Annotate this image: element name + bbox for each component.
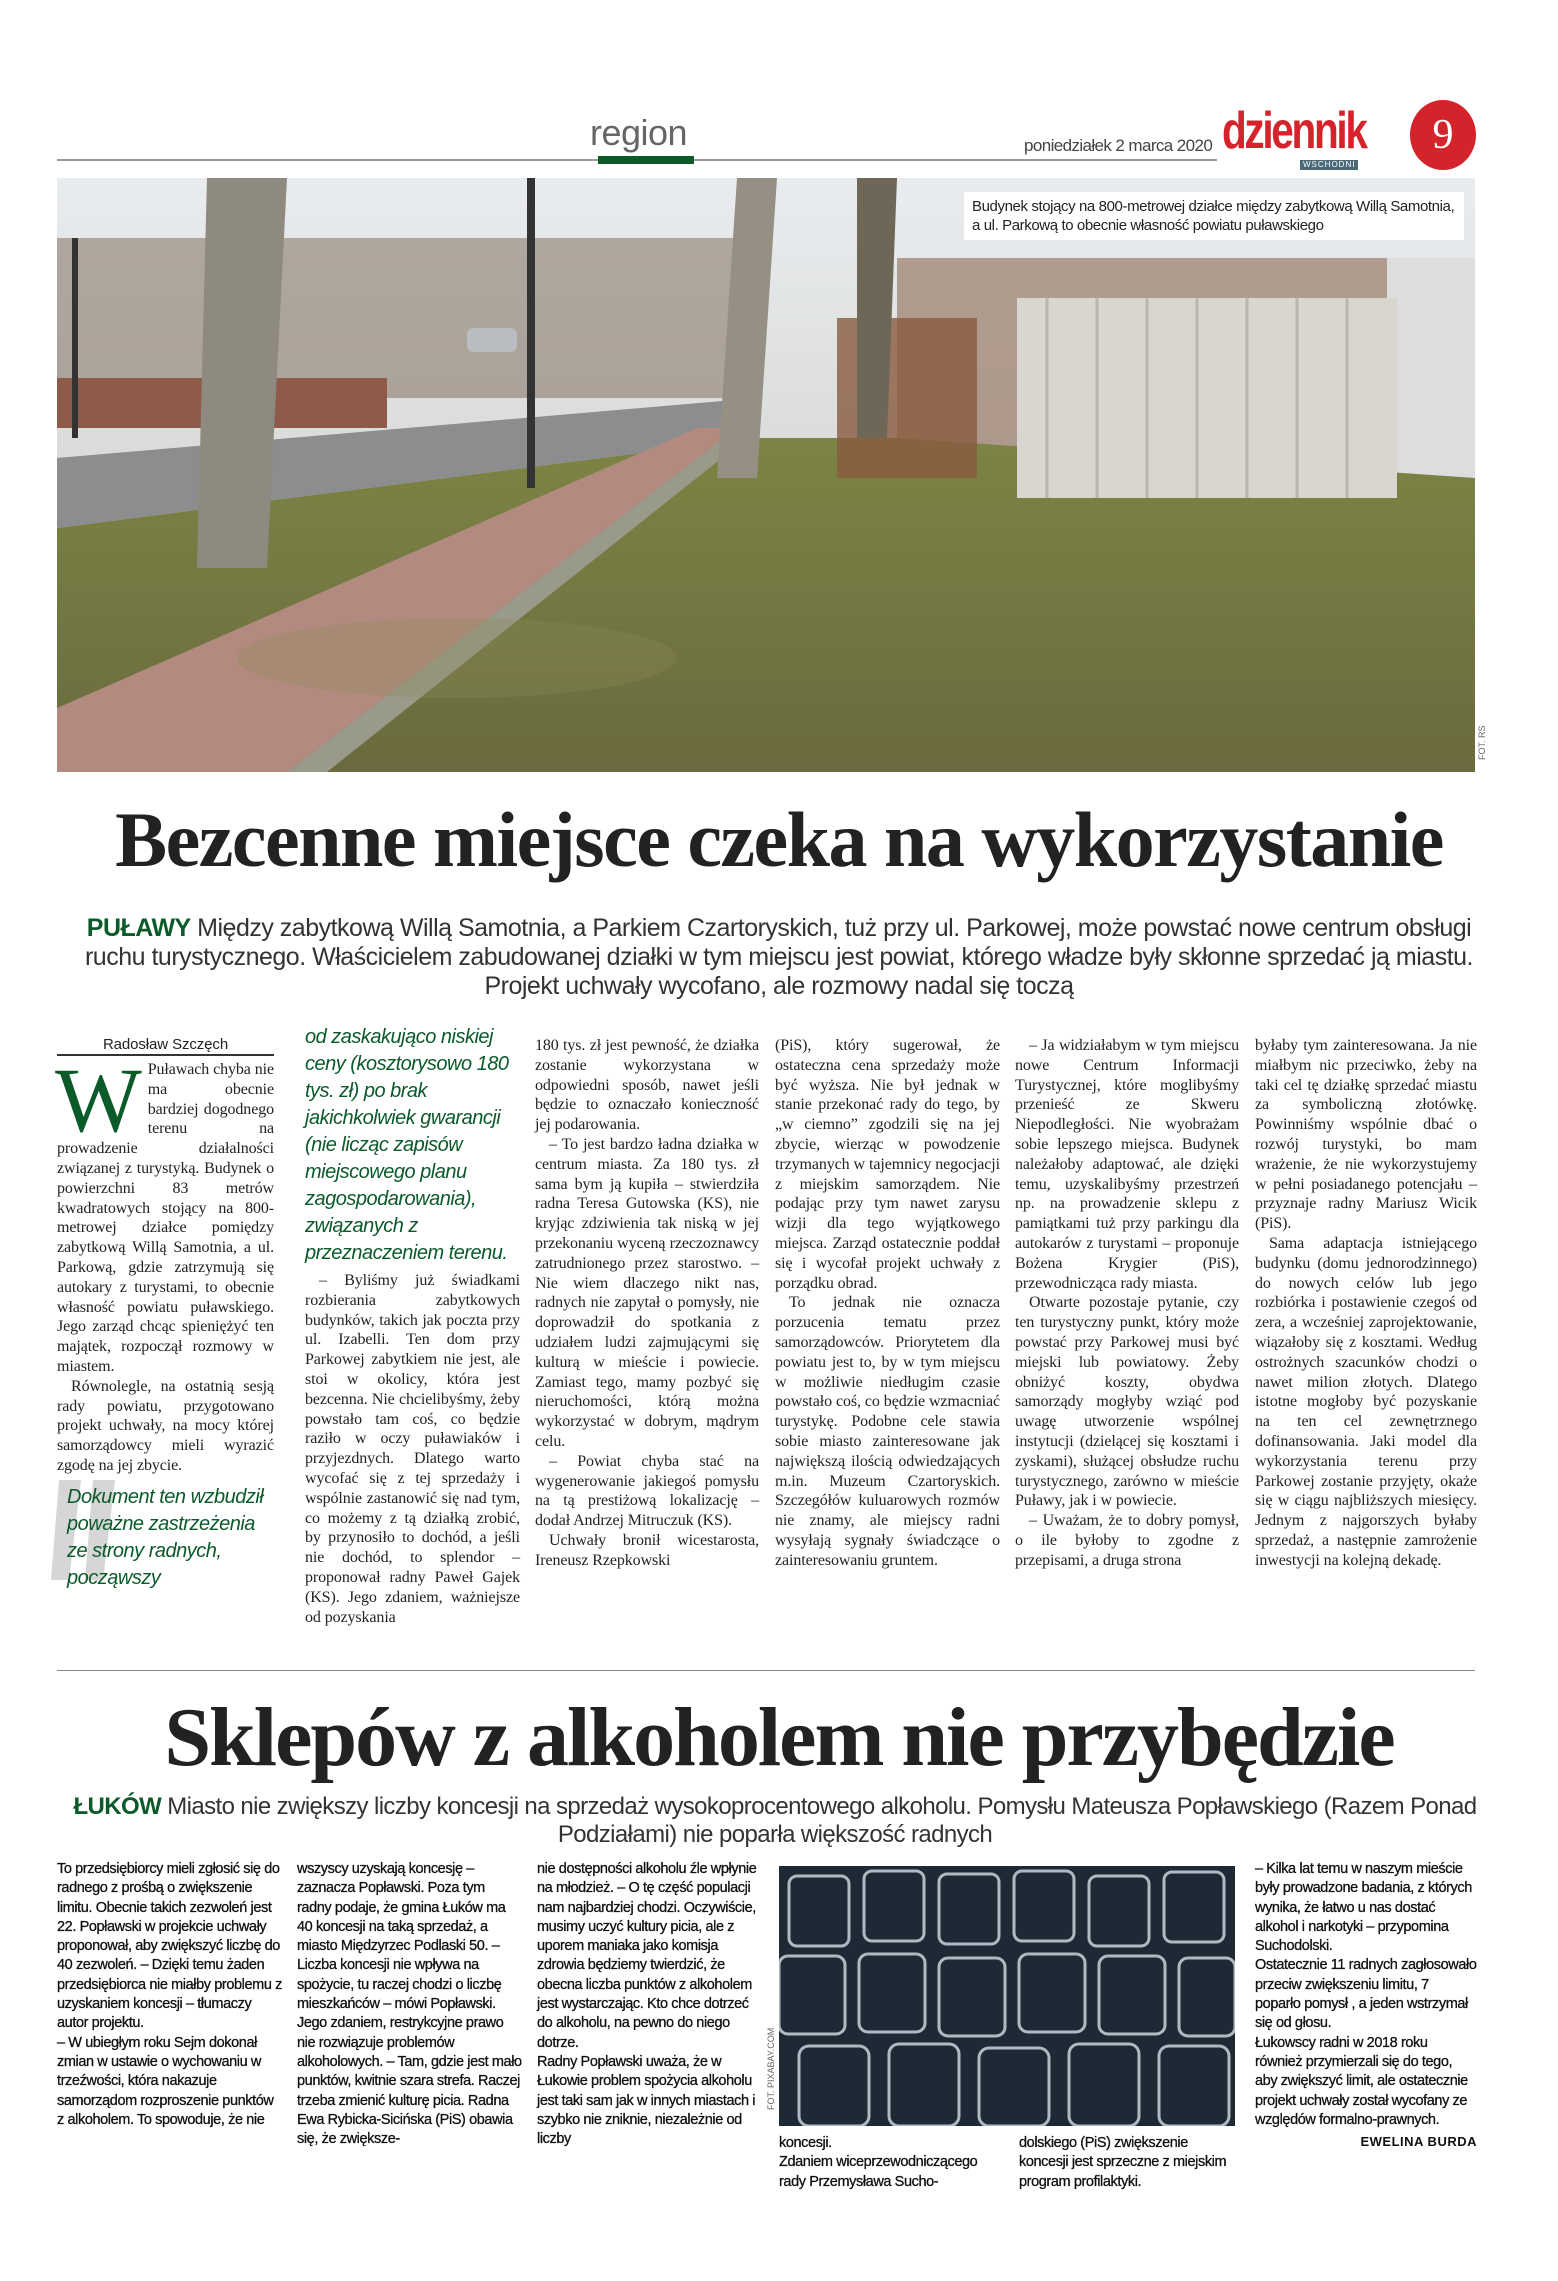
article2-column-5 (1019, 2134, 1239, 2192)
pull-quote (57, 1484, 274, 1592)
paragraph: Równolegle, na ostatnią sesją rady powiatu, przygotowano projekt uchwały, na mocy której samorządowcy mieli wyrazić zgodę na jej zbycie. (57, 1377, 274, 1474)
photo-caption: Budynek stojący na 800-metrowej działce między zabytkową Willą Samotnia, a ul. Parkową to obecnie własność powiatu puławskiego (964, 192, 1464, 240)
park-photo-illustration (57, 178, 1475, 772)
lead-location: PUŁAWY (86, 914, 191, 942)
issue-date: poniedziałek 2 marca 2020 (1024, 136, 1213, 155)
paragraph: Ostatecznie 11 radnych zagłosowało przeciw zwiększeniu limitu, 7 poparło pomysł , a jeden wstrzymał się od głosu. (1255, 1957, 1477, 2032)
byline: Radosław Szczęch (57, 1036, 274, 1056)
article-lead (70, 914, 1488, 1001)
paragraph: To przedsiębiorcy mieli zgłosić się do radnego z prośbą o zwiększenie limitu. Obecnie takich zezwoleń jest 22. Popławski w projekcie uchwały proponował, aby zwiększyć liczbę do 40 zezwoleń. – Dzięki temu żaden przedsiębiorca nie miałby problemu z uzyskaniem koncesji – tłumaczy autor projektu. (57, 1861, 282, 2032)
pull-quote-continued (305, 1024, 520, 1267)
article2-column-4 (779, 2134, 999, 2192)
paragraph: Otwarte pozostaje pytanie, czy ten turystyczny punkt, który może powstać przy Parkowej musi być miejski lub powiatowy. Żeby obniżyć koszty, obydwa samorządy mogłyby wziąć pod uwagę utworzenie wspólnej instytucji (dzielącej się kosztami i zyskami), służącej obsłudze ruchu turystycznego, zarówno w mieście Puławy, jak i w powiecie. (1015, 1294, 1239, 1510)
section-accent-bar (598, 156, 694, 164)
article-column-4 (775, 1036, 1000, 1571)
paragraph: Puławach chyba nie ma obecnie bardziej dogodnego terenu na prowadzenie działalności związanej z turystyką. Budynek o powierzchni 83 metrów kwadratowych stojący na 800-metrowej działce pomiędzy zabytkową Willą Samotnia, a ul. Parkową, gdzie zatrzymują się autokary z turystami, to obecnie własność powiatu puławskiego. Jego zarząd chcąc spieniężyć ten majątek, rozpoczął rozmowy w miastem. (57, 1061, 274, 1375)
lead-location: ŁUKÓW (73, 1793, 162, 1820)
lead-text: Miasto nie zwiększy liczby koncesji na sprzedaż wysokoprocentowego alkoholu. Pomysłu Mateusza Popławskiego (Razem Ponad Podziałami) nie poparła większość radnych (167, 1793, 1477, 1848)
newspaper-logo: dziennik (1222, 102, 1366, 160)
article2-column-3 (537, 1860, 757, 2149)
article2-column-1 (57, 1860, 282, 2130)
glasses-illustration (779, 1866, 1235, 2126)
pull-quote-text: Dokument ten wzbudził poważne zastrzeżenia ze strony radnych, począwszy (67, 1485, 264, 1589)
paragraph: – Ja widziałabym w tym miejscu nowe Centrum Informacji Turystycznej, które moglibyśmy przenieść ze Skweru Niepodległości. Nie wyobrażam sobie lepszego miejsca. Budynek należałoby adaptować, ale dzięki temu, uzyskalibyśmy przestrzeń np. na prowadzenie sklepu z pamiątkami tuż przy parkingu dla autokarów z turystami – proponuje Bożena Krygier (PiS), przewodnicząca rady miasta. (1015, 1037, 1239, 1292)
section-label: region (590, 112, 688, 153)
page-number: 9 (1410, 100, 1476, 170)
drop-cap: W (55, 1049, 142, 1151)
article-column-6 (1255, 1036, 1477, 1571)
article-headline: Bezcenne miejsce czeka na wykorzystanie (115, 796, 1443, 883)
paragraph: To jednak nie oznacza porzucenia tematu przez samorządowców. Priorytetem dla powiatu jest to, by w tym miejscu w możliwie niedługim czasie powstało coś, co będzie wzmacniać turystykę. Podobne cele stawia sobie miasto zainteresowane jak największą ilością odwiedzających m.in. Muzeum Czartoryskich. Szczegółów kuluarowych rozmów nie znamy, ale miejscy radni wysyłają sygnały świadczące o zainteresowaniu gruntem. (775, 1294, 1000, 1569)
article2-column-2 (297, 1860, 522, 2149)
photo-credit: FOT. PIXABAY.COM (766, 2027, 776, 2110)
paragraph: (PiS), który sugerował, że ostateczna cena sprzedaży może być wyższa. Nie był jednak w stanie przekonać rady do tego, by „w ciemno” zgodzili się na jej zbycie, wierząc w powodzenie trzymanych w tajemnicy negocjacji z miejskim samorządem. Nie podając przy tym nawet zarysu wizji dla tego wyjątkowego miejsca. Zarząd ostatecznie poddał się i wycofał projekt uchwały z porządku obrad. (775, 1037, 1000, 1292)
paragraph: dolskiego (PiS) zwiększenie koncesji jest sprzeczne z miejskim program profilaktyki. (1019, 2135, 1227, 2190)
paragraph: – Uważam, że to dobry pomysł, o ile byłoby to zgodne z przepisami, a druga strona (1015, 1512, 1239, 1569)
paragraph: – To jest bardzo ładna działka w centrum miasta. Za 180 tys. zł sama bym ją kupiła – stwierdziła radna Teresa Gutowska (KS), nie kryjąc zdziwienia tak niską w jej przekonaniu wyceną rzeczoznawcy zatrudnionego przez starostwo. – Nie wiem dlaczego nikt nas, radnych nie zapytał o pomysły, nie doprowadził do spotkania z udziałem ludzi zajmującymi się kulturą w mieście i powiecie. Zamiast tego, mamy pozbyć się nieruchomości, którą można wykorzystać w dobrym, mądrym celu. (535, 1135, 759, 1450)
paragraph: Uchwały bronił wicestarosta, Ireneusz Rzepkowski (535, 1531, 759, 1569)
photo-credit: FOT. RS (1477, 725, 1487, 760)
paragraph: 180 tys. zł jest pewność, że działka zostanie wykorzystana w odpowiedni sposób, nawet jeśli będzie to oznaczało konieczność jej podarowania. (535, 1037, 759, 1134)
paragraph: koncesji. (779, 2135, 832, 2151)
article-column-3 (535, 1036, 759, 1571)
paragraph: nie dostępności alkoholu źle wpłynie na młodzież. – O tę część populacji nam najbardziej chodzi. Oczywiście, musimy uczyć kultury picia, ale z uporem maniaka jako komisja zdrowia będziemy twierdzić, że obecna liczba punktów z alkoholem jest wystarczając. Kto chce dotrzeć do alkoholu, na pewno do niego dotrze. (537, 1861, 757, 2051)
paragraph: – Byliśmy już świadkami rozbierania zabytkowych budynków, takich jak poczta przy ul. Izabelli. Ten dom przy Parkowej zabytkiem nie jest, ale stoi w okolicy, która jest bezcenna. Nie chcielibyśmy, żeby powstało tam coś, co będzie raziło w oczy puławiaków i przyjezdnych. Dlatego warto wycofać się z tej sprzedaży i wspólnie zastanowić się nad tym, co możemy z tą działką zrobić, by przynosiło to dochód, a jeśli nie dochód, to splendor – proponował radny Paweł Gajek (KS). Jego zdaniem, ważniejsze od pozyskania (305, 1272, 520, 1626)
article-lead (60, 1793, 1490, 1849)
article2-column-6 (1255, 1860, 1477, 2151)
pull-quote-text: od zaskakująco niskiej ceny (kosztorysowo 180 tys. zł) po brak jakichkolwiek gwarancji (nie licząc zapisów miejscowego planu zagospodarowania), związanych z przeznaczeniem terenu. (305, 1026, 509, 1264)
paragraph: Sama adaptacja istniejącego budynku (domu jednorodzinnego) do nowych celów lub jego rozbiórka i postawienie czegoś od zera, a wcześniej zaprojektowanie, wiązałoby się z kosztami. Według ostrożnych szacunków chodzi o nawet milion złotych. Dlatego istotne mogłoby być pozyskanie na ten cel zewnętrznego dofinansowania. Jaki model dla wykorzystania terenu przy Parkowej zostanie przyjęty, okaże się w ciągu najbliższych miesięcy. Jednym z najgorszych byłaby sprzedaż, a następnie zamrożenie inwestycji na kolejną dekadę. (1255, 1234, 1477, 1569)
park-photo (57, 178, 1475, 772)
article-column-5 (1015, 1036, 1239, 1571)
author: EWELINA BURDA (1360, 2134, 1477, 2150)
article-column-2 (305, 1024, 520, 1627)
paragraph: – W ubiegłym roku Sejm dokonał zmian w ustawie o wychowaniu w trzeźwości, która nakazuje samorządom rozproszenie punktów z alkoholem. To spowoduje, że nie (57, 2034, 274, 2128)
paragraph: – Kilka lat temu w naszym mieście były prowadzone badania, z których wynika, że łatwo u nas dostać alkohol i narkotyki – przypomina Suchodolski. (1255, 1861, 1472, 1955)
article-divider (57, 1670, 1475, 1671)
lead-text: Między zabytkową Willą Samotnia, a Parkiem Czartoryskich, tuż przy ul. Parkowej, może powstać nowe centrum obsługi ruchu turystycznego. Właścicielem zabudowanej działki w tym miejscu jest powiat, którego władze były skłonne sprzedać ją miastu. Projekt uchwały wycofano, ale rozmowy nadal się toczą (84, 914, 1473, 1000)
newspaper-logo-sub: WSCHODNI (1300, 160, 1358, 170)
paragraph: Zdaniem wiceprzewodniczącego rady Przemysława Sucho- (779, 2154, 978, 2190)
vodka-glasses-photo (779, 1866, 1235, 2126)
paragraph: Radny Popławski uważa, że w Łukowie problem spożycia alkoholu jest taki sam jak w innych miastach i szybko nie zniknie, niezależnie od liczby (537, 2053, 756, 2148)
paragraph: wszyscy uzyskają koncesję – zaznacza Popławski. Poza tym radny podaje, że gmina Łuków ma 40 koncesji na taką sprzedaż, a miasto Międzyrzec Podlaski 50. – Liczba koncesji nie wpływa na spożycie, tu raczej chodzi o liczbę mieszkańców – mówi Popławski. Jego zdaniem, restrykcyjne prawo nie rozwiązuje problemów alkoholowych. – Tam, gdzie jest mało punktów, kwitnie szara strefa. Raczej trzeba zmienić kulturę picia. Radna Ewa Rybicka-Sicińska (PiS) obawia się, że zwiększe- (297, 1861, 522, 2148)
paragraph: – Powiat chyba stać na wygenerowanie jakiegoś pomysłu na tą prestiżową lokalizację – dodał Andrzej Mitruczuk (KS). (535, 1452, 759, 1530)
article-column-1 (57, 1036, 274, 1592)
paragraph: byłaby tym zainteresowana. Ja nie miałbym nic przeciwko, żeby na taki cel tę działkę sprzedać miastu za symboliczną złotówkę. Powinniśmy wspólnie dbać o rozwój turystyki, bo mam wrażenie, że nie wykorzystujemy w pełni posiadanego potencjału – przyznaje radny Mariusz Wicik (PiS). (1255, 1037, 1477, 1233)
paragraph: Łukowscy radni w 2018 roku również przymierzali się do tego, aby zwiększyć limit, ale ostatecznie projekt uchwały został wycofany ze względów formalno-prawnych. (1255, 2034, 1468, 2128)
article-headline: Sklepów z alkoholem nie przybędzie (164, 1691, 1394, 1784)
